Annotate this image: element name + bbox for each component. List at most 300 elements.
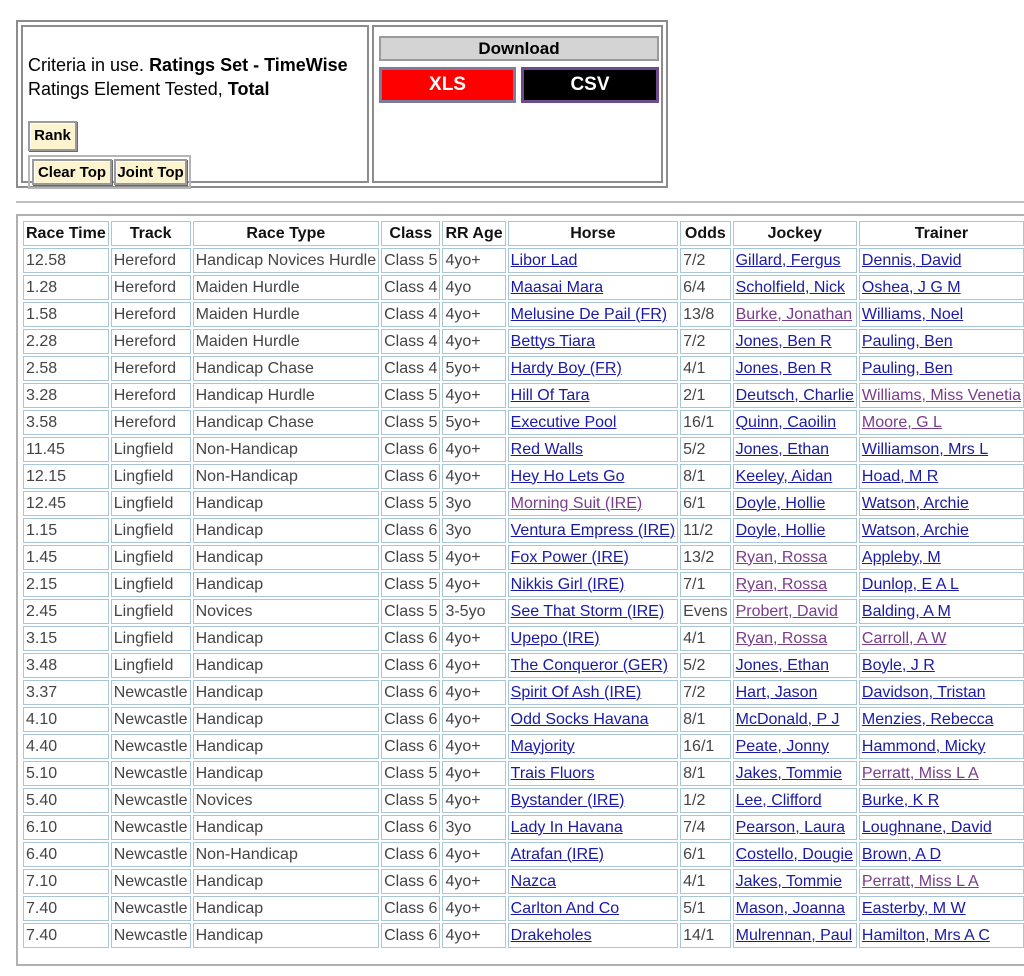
race-type-cell: Handicap [193, 869, 380, 894]
horse-cell [508, 923, 679, 948]
column-header-rr-age[interactable]: RR Age [442, 221, 505, 246]
track-cell: Lingfield [111, 437, 191, 462]
horse-link[interactable]: Bystander (IRE) [510, 791, 625, 809]
column-header-race-time[interactable]: Race Time [23, 221, 109, 246]
class-cell: Class 6 [381, 842, 440, 867]
race-time-cell: 4.10 [23, 707, 109, 732]
race-type-cell: Handicap [193, 815, 380, 840]
trainer-cell [859, 707, 1024, 732]
horse-link[interactable]: Executive Pool [510, 413, 617, 431]
section-divider [16, 201, 1024, 203]
track-cell: Hereford [111, 275, 191, 300]
horse-cell [508, 410, 679, 435]
trainer-link[interactable]: Carroll, A W [861, 629, 947, 647]
track-cell: Newcastle [111, 815, 191, 840]
horse-cell [508, 329, 679, 354]
trainer-link[interactable]: Appleby, M [861, 548, 941, 566]
odds-cell: 7/2 [680, 248, 730, 273]
table-row [23, 464, 1024, 489]
horse-link[interactable]: Morning Suit (IRE) [510, 494, 643, 512]
jockey-link[interactable]: Peate, Jonny [735, 737, 830, 755]
rr-age-cell: 4yo+ [442, 734, 505, 759]
trainer-cell [859, 923, 1024, 948]
race-type-cell: Handicap [193, 680, 380, 705]
table-row [23, 680, 1024, 705]
ratings-element-value: Total [227, 79, 270, 99]
horse-link[interactable]: See That Storm (IRE) [510, 602, 665, 620]
horse-link[interactable]: Bettys Tiara [510, 332, 596, 350]
jockey-link[interactable]: Costello, Dougie [735, 845, 854, 863]
trainer-link[interactable]: Williamson, Mrs L [861, 440, 989, 458]
jockey-link[interactable]: Ryan, Rossa [735, 575, 828, 593]
rr-age-cell: 3yo [442, 518, 505, 543]
trainer-cell [859, 896, 1024, 921]
table-row [23, 491, 1024, 516]
class-cell: Class 6 [381, 896, 440, 921]
class-cell: Class 6 [381, 626, 440, 651]
ratings-element-prefix: Ratings Element Tested, [28, 79, 223, 99]
jockey-link[interactable]: Scholfield, Nick [735, 278, 845, 296]
download-csv-button[interactable]: CSV [521, 67, 659, 103]
horse-link[interactable]: Lady In Havana [510, 818, 623, 836]
race-type-cell: Maiden Hurdle [193, 275, 380, 300]
jockey-link[interactable]: Probert, David [735, 602, 838, 620]
odds-cell: 5/2 [680, 437, 730, 462]
jockey-cell [733, 275, 857, 300]
table-row [23, 329, 1024, 354]
rr-age-cell: 4yo+ [442, 680, 505, 705]
trainer-link[interactable]: Pauling, Ben [861, 359, 953, 377]
horse-link[interactable]: Fox Power (IRE) [510, 548, 629, 566]
race-time-cell: 5.40 [23, 788, 109, 813]
jockey-link[interactable]: Jones, Ethan [735, 440, 830, 458]
odds-cell: 6/1 [680, 491, 730, 516]
jockey-link[interactable]: Jakes, Tommie [735, 872, 843, 890]
horse-cell [508, 842, 679, 867]
jockey-link[interactable]: Burke, Jonathan [735, 305, 853, 323]
horse-link[interactable]: Upepo (IRE) [510, 629, 600, 647]
horse-link[interactable]: Drakeholes [510, 926, 592, 944]
race-time-cell: 12.45 [23, 491, 109, 516]
trainer-link[interactable]: Dennis, David [861, 251, 962, 269]
race-type-cell: Handicap Hurdle [193, 383, 380, 408]
track-cell: Lingfield [111, 545, 191, 570]
horse-cell [508, 896, 679, 921]
horse-cell [508, 761, 679, 786]
track-cell: Newcastle [111, 896, 191, 921]
trainer-cell [859, 383, 1024, 408]
jockey-link[interactable]: Jones, Ethan [735, 656, 830, 674]
rr-age-cell: 4yo+ [442, 572, 505, 597]
odds-cell: 16/1 [680, 734, 730, 759]
jockey-cell [733, 680, 857, 705]
race-type-cell: Non-Handicap [193, 437, 380, 462]
jockey-link[interactable]: Ryan, Rossa [735, 548, 828, 566]
race-time-cell: 1.15 [23, 518, 109, 543]
horse-cell [508, 356, 679, 381]
rr-age-cell: 4yo+ [442, 788, 505, 813]
odds-cell: 7/2 [680, 680, 730, 705]
download-title: Download [379, 36, 659, 61]
trainer-cell [859, 491, 1024, 516]
race-time-cell: 3.58 [23, 410, 109, 435]
trainer-link[interactable]: Williams, Noel [861, 305, 964, 323]
trainer-link[interactable]: Burke, K R [861, 791, 940, 809]
trainer-cell [859, 518, 1024, 543]
criteria-prefix: Criteria in use. [28, 55, 145, 75]
trainer-cell [859, 437, 1024, 462]
jockey-cell [733, 572, 857, 597]
table-row [23, 410, 1024, 435]
race-type-cell: Handicap Chase [193, 410, 380, 435]
trainer-link[interactable]: Perratt, Miss L A [861, 764, 979, 782]
trainer-cell [859, 248, 1024, 273]
trainer-link[interactable]: Williams, Miss Venetia [861, 386, 1022, 404]
jockey-link[interactable]: Hart, Jason [735, 683, 818, 701]
class-cell: Class 6 [381, 707, 440, 732]
horse-cell [508, 302, 679, 327]
table-row [23, 815, 1024, 840]
track-cell: Newcastle [111, 788, 191, 813]
track-cell: Newcastle [111, 734, 191, 759]
trainer-link[interactable]: Menzies, Rebecca [861, 710, 994, 728]
jockey-link[interactable]: Gillard, Fergus [735, 251, 841, 269]
rr-age-cell: 5yo+ [442, 356, 505, 381]
odds-cell: 5/1 [680, 896, 730, 921]
jockey-link[interactable]: Quinn, Caoilin [735, 413, 837, 431]
jockey-cell [733, 761, 857, 786]
race-type-cell: Handicap [193, 761, 380, 786]
table-row [23, 302, 1024, 327]
jockey-link[interactable]: Mulrennan, Paul [735, 926, 853, 944]
horse-cell [508, 734, 679, 759]
jockey-cell [733, 545, 857, 570]
table-row [23, 761, 1024, 786]
race-time-cell: 3.37 [23, 680, 109, 705]
criteria-info [21, 25, 369, 183]
race-results-table [21, 219, 1024, 950]
class-cell: Class 5 [381, 761, 440, 786]
table-row [23, 518, 1024, 543]
rr-age-cell: 4yo+ [442, 653, 505, 678]
race-type-cell: Novices [193, 788, 380, 813]
rr-age-cell: 4yo+ [442, 707, 505, 732]
table-row [23, 383, 1024, 408]
class-cell: Class 5 [381, 410, 440, 435]
race-type-cell: Handicap [193, 896, 380, 921]
horse-link[interactable]: Nikkis Girl (IRE) [510, 575, 625, 593]
trainer-link[interactable]: Watson, Archie [861, 494, 969, 512]
jockey-cell [733, 518, 857, 543]
race-type-cell: Handicap [193, 923, 380, 948]
horse-link[interactable]: Mayjority [510, 737, 575, 755]
odds-cell: 16/1 [680, 410, 730, 435]
odds-cell: 4/1 [680, 869, 730, 894]
jockey-cell [733, 383, 857, 408]
track-cell: Hereford [111, 356, 191, 381]
odds-cell: 13/2 [680, 545, 730, 570]
jockey-cell [733, 842, 857, 867]
odds-cell: 2/1 [680, 383, 730, 408]
trainer-link[interactable]: Watson, Archie [861, 521, 969, 539]
horse-link[interactable]: Odd Socks Havana [510, 710, 649, 728]
download-panel [372, 25, 663, 183]
trainer-link[interactable]: Pauling, Ben [861, 332, 953, 350]
horse-link[interactable]: Nazca [510, 872, 556, 890]
rr-age-cell: 4yo+ [442, 464, 505, 489]
clear-top-button[interactable]: Clear Top [32, 159, 112, 185]
class-cell: Class 4 [381, 275, 440, 300]
ratings-set-line [28, 55, 348, 76]
class-cell: Class 6 [381, 464, 440, 489]
class-cell: Class 6 [381, 518, 440, 543]
column-header-race-type[interactable]: Race Type [193, 221, 380, 246]
trainer-link[interactable]: Oshea, J G M [861, 278, 961, 296]
race-type-cell: Handicap [193, 518, 380, 543]
class-cell: Class 4 [381, 356, 440, 381]
trainer-cell [859, 734, 1024, 759]
rr-age-cell: 4yo+ [442, 626, 505, 651]
trainer-link[interactable]: Brown, A D [861, 845, 942, 863]
horse-link[interactable]: Red Walls [510, 440, 583, 458]
rr-age-cell: 4yo+ [442, 329, 505, 354]
horse-link[interactable]: Carlton And Co [510, 899, 620, 917]
jockey-link[interactable]: Jones, Ben R [735, 332, 832, 350]
jockey-link[interactable]: Mason, Joanna [735, 899, 846, 917]
race-type-cell: Maiden Hurdle [193, 329, 380, 354]
race-type-cell: Novices [193, 599, 380, 624]
jockey-link[interactable]: Jones, Ben R [735, 359, 832, 377]
trainer-cell [859, 788, 1024, 813]
race-time-cell: 12.58 [23, 248, 109, 273]
race-type-cell: Handicap [193, 707, 380, 732]
horse-link[interactable]: Hey Ho Lets Go [510, 467, 625, 485]
track-cell: Lingfield [111, 464, 191, 489]
race-time-cell: 4.40 [23, 734, 109, 759]
trainer-cell [859, 545, 1024, 570]
horse-cell [508, 653, 679, 678]
track-cell: Hereford [111, 383, 191, 408]
criteria-panel [16, 20, 668, 188]
trainer-link[interactable]: Loughnane, David [861, 818, 992, 836]
horse-cell [508, 599, 679, 624]
ratings-set-label: Ratings Set - TimeWise [149, 55, 348, 75]
race-type-cell: Handicap [193, 572, 380, 597]
horse-cell [508, 383, 679, 408]
column-header-trainer[interactable]: Trainer [859, 221, 1024, 246]
horse-cell [508, 437, 679, 462]
trainer-link[interactable]: Hoad, M R [861, 467, 939, 485]
column-header-odds[interactable]: Odds [680, 221, 730, 246]
horse-link[interactable]: Atrafan (IRE) [510, 845, 604, 863]
horse-link[interactable]: Spirit Of Ash (IRE) [510, 683, 642, 701]
race-time-cell: 2.45 [23, 599, 109, 624]
trainer-cell [859, 464, 1024, 489]
jockey-link[interactable]: Pearson, Laura [735, 818, 846, 836]
horse-link[interactable]: Hill Of Tara [510, 386, 590, 404]
race-time-cell: 6.40 [23, 842, 109, 867]
jockey-link[interactable]: Deutsch, Charlie [735, 386, 854, 404]
table-row [23, 896, 1024, 921]
odds-cell: 1/2 [680, 788, 730, 813]
track-cell: Lingfield [111, 518, 191, 543]
race-time-cell: 6.10 [23, 815, 109, 840]
race-time-cell: 11.45 [23, 437, 109, 462]
rr-age-cell: 4yo+ [442, 437, 505, 462]
trainer-link[interactable]: Dunlop, E A L [861, 575, 959, 593]
odds-cell: 4/1 [680, 356, 730, 381]
table-row [23, 869, 1024, 894]
track-cell: Newcastle [111, 923, 191, 948]
horse-cell [508, 707, 679, 732]
jockey-cell [733, 410, 857, 435]
race-type-cell: Handicap [193, 734, 380, 759]
rr-age-cell: 3-5yo [442, 599, 505, 624]
horse-link[interactable]: Trais Fluors [510, 764, 595, 782]
horse-cell [508, 248, 679, 273]
trainer-cell [859, 599, 1024, 624]
jockey-cell [733, 329, 857, 354]
trainer-cell [859, 329, 1024, 354]
odds-cell: 6/1 [680, 842, 730, 867]
trainer-cell [859, 653, 1024, 678]
horse-cell [508, 545, 679, 570]
class-cell: Class 5 [381, 788, 440, 813]
rank-button[interactable]: Rank [28, 121, 77, 151]
race-time-cell: 7.10 [23, 869, 109, 894]
column-header-track[interactable]: Track [111, 221, 191, 246]
race-time-cell: 7.40 [23, 896, 109, 921]
race-type-cell: Handicap Novices Hurdle [193, 248, 380, 273]
trainer-link[interactable]: Hammond, Micky [861, 737, 986, 755]
table-body [23, 248, 1024, 948]
race-time-cell: 5.10 [23, 761, 109, 786]
jockey-link[interactable]: McDonald, P J [735, 710, 840, 728]
race-type-cell: Handicap Chase [193, 356, 380, 381]
horse-link[interactable]: Ventura Empress (IRE) [510, 521, 676, 539]
jockey-cell [733, 464, 857, 489]
trainer-link[interactable]: Perratt, Miss L A [861, 872, 979, 890]
jockey-link[interactable]: Lee, Clifford [735, 791, 822, 809]
race-time-cell: 2.58 [23, 356, 109, 381]
odds-cell: 7/4 [680, 815, 730, 840]
trainer-link[interactable]: Boyle, J R [861, 656, 935, 674]
rr-age-cell: 4yo [442, 275, 505, 300]
track-cell: Hereford [111, 410, 191, 435]
table-row [23, 788, 1024, 813]
odds-cell: 7/1 [680, 572, 730, 597]
class-cell: Class 6 [381, 680, 440, 705]
horse-cell [508, 464, 679, 489]
race-time-cell: 2.28 [23, 329, 109, 354]
class-cell: Class 5 [381, 599, 440, 624]
jockey-cell [733, 248, 857, 273]
race-time-cell: 3.48 [23, 653, 109, 678]
horse-link[interactable]: Libor Lad [510, 251, 578, 269]
jockey-cell [733, 599, 857, 624]
class-cell: Class 4 [381, 329, 440, 354]
trainer-link[interactable]: Davidson, Tristan [861, 683, 986, 701]
rr-age-cell: 4yo+ [442, 248, 505, 273]
jockey-cell [733, 437, 857, 462]
rr-age-cell: 3yo [442, 491, 505, 516]
odds-cell: 14/1 [680, 923, 730, 948]
class-cell: Class 6 [381, 869, 440, 894]
rr-age-cell: 4yo+ [442, 842, 505, 867]
horse-cell [508, 518, 679, 543]
trainer-link[interactable]: Balding, A M [861, 602, 951, 620]
race-time-cell: 7.40 [23, 923, 109, 948]
table-row [23, 275, 1024, 300]
horse-link[interactable]: Maasai Mara [510, 278, 604, 296]
horse-cell [508, 815, 679, 840]
jockey-cell [733, 707, 857, 732]
rr-age-cell: 4yo+ [442, 923, 505, 948]
class-cell: Class 4 [381, 302, 440, 327]
jockey-link[interactable]: Keeley, Aidan [735, 467, 833, 485]
download-xls-button[interactable]: XLS [379, 67, 516, 103]
column-header-class[interactable]: Class [381, 221, 440, 246]
trainer-cell [859, 761, 1024, 786]
column-header-horse[interactable]: Horse [508, 221, 679, 246]
trainer-cell [859, 302, 1024, 327]
jockey-cell [733, 356, 857, 381]
top-buttons-group [28, 155, 191, 189]
class-cell: Class 5 [381, 572, 440, 597]
track-cell: Lingfield [111, 599, 191, 624]
class-cell: Class 6 [381, 815, 440, 840]
ratings-element-line [28, 79, 269, 100]
horse-cell [508, 680, 679, 705]
horse-link[interactable]: The Conqueror (GER) [510, 656, 669, 674]
joint-top-button[interactable]: Joint Top [114, 159, 187, 185]
class-cell: Class 6 [381, 923, 440, 948]
table-row [23, 626, 1024, 651]
trainer-link[interactable]: Easterby, M W [861, 899, 966, 917]
odds-cell: 6/4 [680, 275, 730, 300]
trainer-cell [859, 626, 1024, 651]
jockey-cell [733, 923, 857, 948]
odds-cell: 4/1 [680, 626, 730, 651]
trainer-cell [859, 275, 1024, 300]
table-row [23, 572, 1024, 597]
track-cell: Lingfield [111, 653, 191, 678]
race-type-cell: Handicap [193, 545, 380, 570]
jockey-link[interactable]: Ryan, Rossa [735, 629, 828, 647]
table-row [23, 545, 1024, 570]
horse-link[interactable]: Melusine De Pail (FR) [510, 305, 668, 323]
class-cell: Class 6 [381, 653, 440, 678]
jockey-link[interactable]: Doyle, Hollie [735, 494, 826, 512]
race-time-cell: 1.28 [23, 275, 109, 300]
class-cell: Class 5 [381, 248, 440, 273]
jockey-cell [733, 653, 857, 678]
jockey-link[interactable]: Doyle, Hollie [735, 521, 826, 539]
table-row [23, 842, 1024, 867]
column-header-jockey[interactable]: Jockey [733, 221, 857, 246]
horse-cell [508, 626, 679, 651]
jockey-link[interactable]: Jakes, Tommie [735, 764, 843, 782]
rr-age-cell: 4yo+ [442, 383, 505, 408]
class-cell: Class 5 [381, 383, 440, 408]
odds-cell: 8/1 [680, 761, 730, 786]
trainer-link[interactable]: Moore, G L [861, 413, 942, 431]
horse-link[interactable]: Hardy Boy (FR) [510, 359, 622, 377]
rr-age-cell: 4yo+ [442, 869, 505, 894]
race-type-cell: Handicap [193, 626, 380, 651]
trainer-link[interactable]: Hamilton, Mrs A C [861, 926, 990, 944]
odds-cell: Evens [680, 599, 730, 624]
